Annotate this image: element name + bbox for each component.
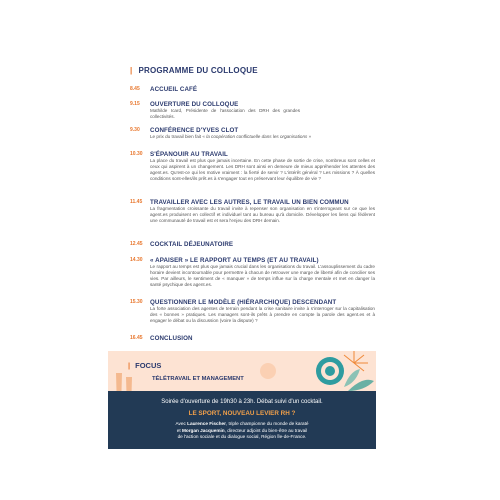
program-item-epanouir — [130, 151, 375, 182]
item-time: 9.30 — [130, 127, 140, 133]
item-title: COCKTAIL DÉJEUNATOIRE — [150, 241, 234, 248]
item-time: 12.45 — [130, 241, 143, 247]
sun-icon — [260, 363, 276, 379]
program-item-conclusion — [130, 335, 375, 342]
item-time: 8.45 — [130, 86, 140, 92]
item-time: 11.45 — [130, 199, 143, 205]
item-title: CONCLUSION — [150, 335, 193, 342]
program-item-apaiser — [130, 257, 375, 288]
item-desc: Mathilde Icard, Présidente de l'association des DRH des grandes collectivités. — [150, 108, 300, 119]
program-title — [130, 66, 258, 75]
focus-label-text: FOCUS — [135, 361, 162, 370]
program-title-text: PROGRAMME DU COLLOQUE — [138, 66, 258, 75]
guest-name: Morgan Jacquemin — [181, 427, 225, 433]
focus-panel — [108, 351, 376, 449]
item-time: 14.30 — [130, 257, 143, 263]
item-title: OUVERTURE DU COLLOQUE — [150, 101, 239, 108]
guest-name: Laurence Fischer — [187, 421, 226, 426]
item-title: S'ÉPANOUIR AU TRAVAIL — [150, 151, 228, 158]
item-desc: La fragmentation croissante du travail invite à repenser son organisation en s'interrogeant sur ce que les agent.es produisent en collectif et individuel tant au bureau qu'à domicile. Développer les liens qui fédèrent une communauté de travail est et sera l'enjeu des DRH demain. — [150, 206, 375, 223]
item-time: 10.30 — [130, 151, 143, 157]
program-item-cocktail — [130, 241, 375, 248]
evening-schedule: Soirée d'ouverture de 19h30 à 23h. Débat suivi d'un cocktail. — [161, 399, 323, 405]
focus-bar-marker: | — [128, 361, 131, 370]
event-guests: Avec Laurence Fischer, triple championne du monde de karaté et Morgan Jacquemin, directeur adjoint du bien-être au travail de l'action sociale et du dialogue social, Région Île-de-France. — [175, 421, 309, 439]
item-time: 9.15 — [130, 101, 140, 107]
program-item-accueil — [130, 86, 375, 93]
item-title: QUESTIONNER LE MODÈLE (HIÉRARCHIQUE) DESCENDANT — [150, 299, 337, 306]
title-bar-marker: | — [130, 66, 133, 75]
event-headline: LE SPORT, NOUVEAU LEVIER RH ? — [188, 410, 296, 417]
item-title: « APAISER » LE RAPPORT AU TEMPS (ET AU TRAVAIL) — [150, 257, 319, 264]
focus-label — [128, 361, 161, 370]
focus-subtitle: TÉLÉTRAVAIL ET MANAGEMENT — [152, 376, 244, 382]
item-desc: Le rapport au temps est plus que jamais crucial dans les organisations du travail. L'assouplissement du cadre horaire devient incontournable pour permettre à chacun de retrouver une marge de liberté afin de concilier ses vies. Par ailleurs, le sentiment de « manquer » de temps influe sur la charge mentale et met en danger la santé psychique des agent.es. — [150, 264, 375, 287]
item-title: ACCUEIL CAFÉ — [150, 86, 198, 93]
item-desc: La place du travail est plus que jamais incertaine. En cette phase de sortie de crise, nombreux sont celles et ceux qui aspirent à un changement. Les DRH sont ainsi en demeure de mieux appréhender les attentes des agent.es. Qu'est-ce qui les motive vraiment : la fierté de servir ? L'intérêt général ? Les missions ? À quelles conditions sont-elles/ils prêt.es à s'engager tout en préservant leur équilibre de vie ? — [150, 158, 375, 181]
item-title: CONFÉRENCE D'YVES CLOT — [150, 127, 239, 134]
item-time: 16.45 — [130, 335, 143, 341]
program-item-ouverture — [130, 101, 375, 120]
item-time: 15.30 — [130, 299, 143, 305]
program-item-conference — [130, 127, 375, 140]
focus-event-box — [108, 391, 376, 449]
program-item-questionner — [130, 299, 375, 324]
item-desc: Le prix du travail bien fait « la coopération conflictuelle dans les organisations » — [150, 134, 312, 139]
sunburst-icon — [344, 351, 368, 371]
program-item-travailler — [130, 199, 375, 224]
gear-icon — [316, 357, 344, 385]
item-desc: La forte association des agentes de terrain pendant la crise sanitaire invite à s'interroger sur la capitalisation des « bonnes » pratiques. Les managers sont-ils prêts à prendre en compte la parole des agent.es et à engager le débat ou la discussion (voire la dispute) ? — [150, 306, 375, 323]
item-title: TRAVAILLER AVEC LES AUTRES, LE TRAVAIL UN BIEN COMMUN — [150, 199, 349, 206]
